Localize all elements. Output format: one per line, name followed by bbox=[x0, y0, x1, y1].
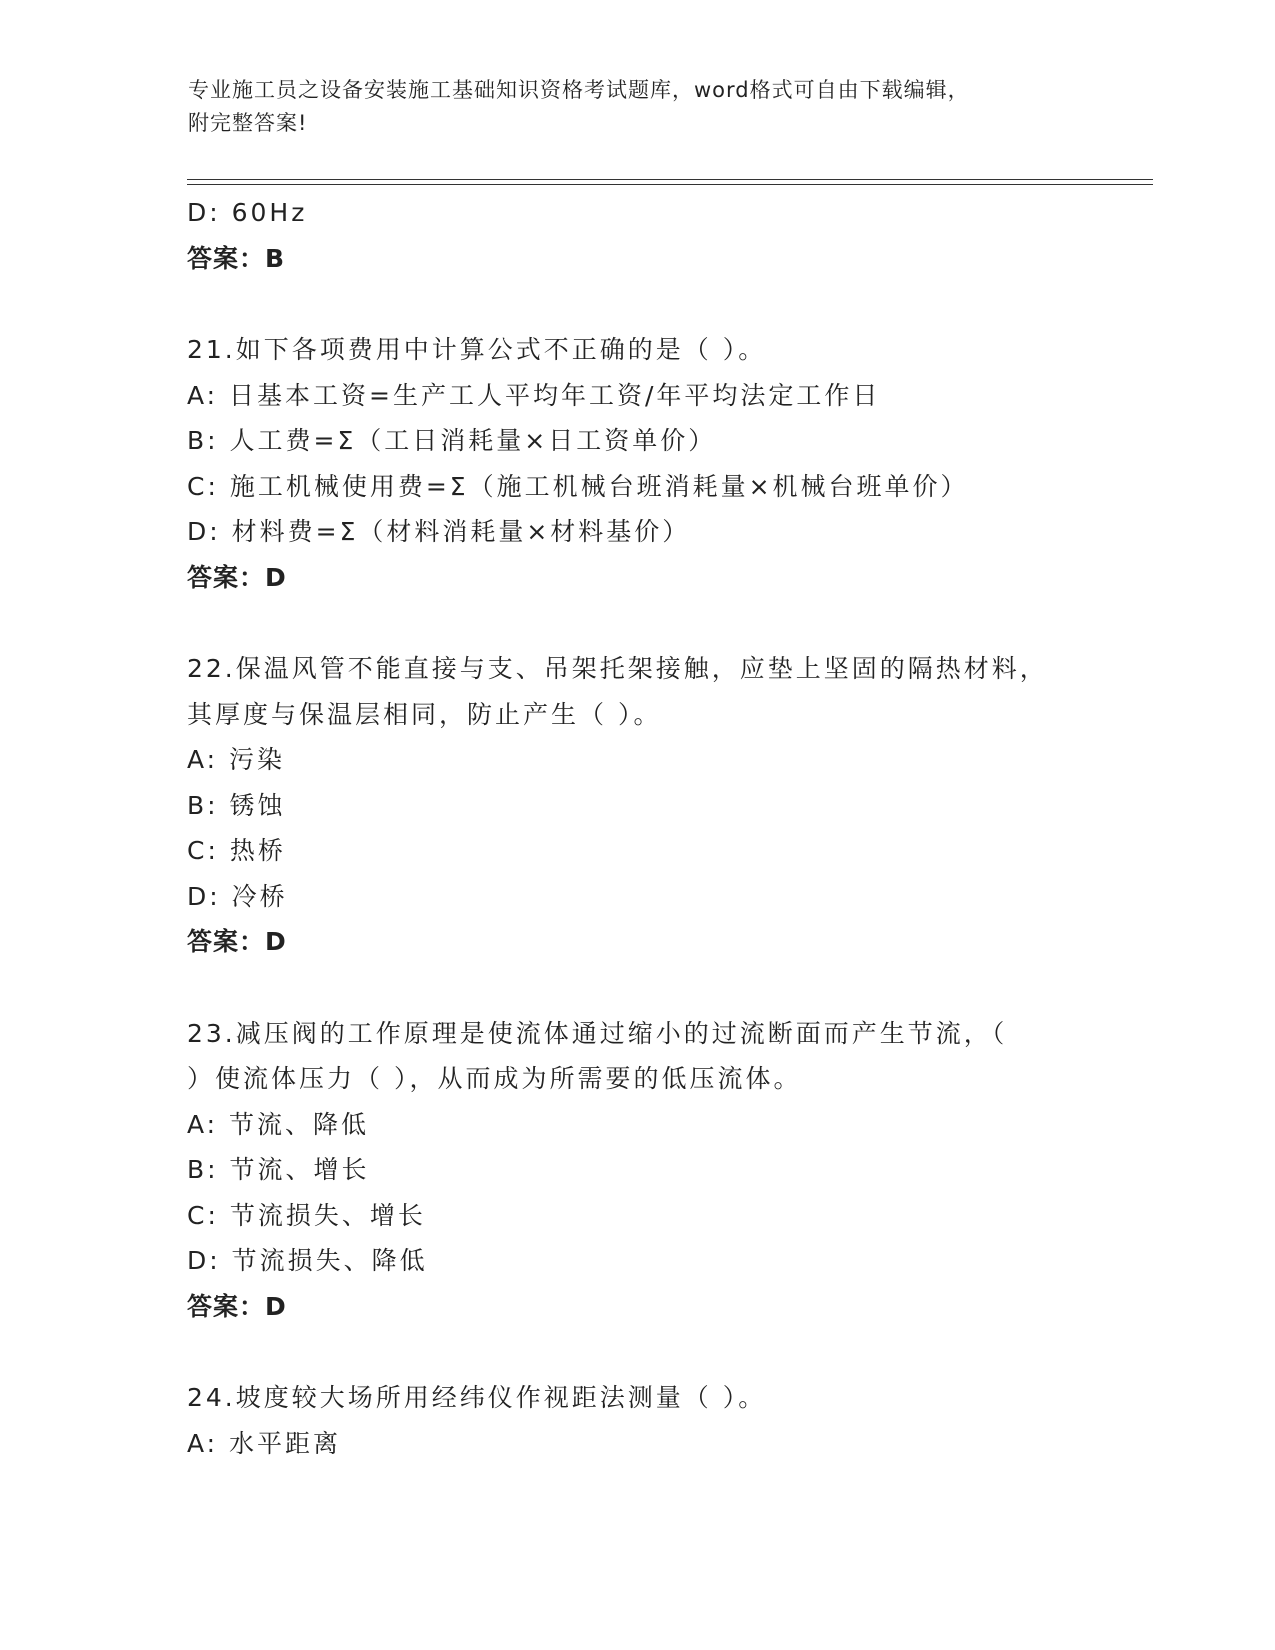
question-22 bbox=[187, 646, 1147, 965]
option-d: D: 60Hz bbox=[187, 198, 308, 227]
question-stem: 21.如下各项费用中计算公式不正确的是（ ）。 bbox=[187, 335, 767, 364]
option-b: B: 节流、增长 bbox=[187, 1155, 370, 1184]
header-divider-bottom bbox=[187, 184, 1153, 185]
option-c: C: 热桥 bbox=[187, 836, 286, 865]
question-23 bbox=[187, 1011, 1147, 1330]
question-stem: 22.保温风管不能直接与支、吊架托架接触，应垫上坚固的隔热材料， bbox=[187, 654, 1048, 683]
option-c: C: 施工机械使用费=Σ（施工机械台班消耗量×机械台班单价） bbox=[187, 471, 969, 501]
option-b: B: 人工费=Σ（工日消耗量×日工资单价） bbox=[187, 426, 717, 455]
option-c: C: 节流损失、增长 bbox=[187, 1200, 426, 1230]
option-d: D: 冷桥 bbox=[187, 881, 288, 911]
question-content bbox=[187, 190, 1147, 1466]
option-b: B: 锈蚀 bbox=[187, 790, 286, 820]
answer-line: 答案：B bbox=[187, 243, 286, 273]
option-a: A: 节流、降低 bbox=[187, 1109, 370, 1139]
question-stem-continued: 其厚度与保温层相同，防止产生（ ）。 bbox=[187, 699, 662, 729]
answer-line: 答案：D bbox=[187, 927, 287, 956]
header-divider-top bbox=[187, 179, 1153, 180]
question-21 bbox=[187, 327, 1147, 600]
header-line-2: 附完整答案! bbox=[188, 111, 308, 135]
question-20-tail bbox=[187, 190, 1147, 281]
answer-line: 答案：D bbox=[187, 562, 287, 592]
option-d: D: 材料费=Σ（材料消耗量×材料基价） bbox=[187, 517, 691, 546]
option-a: A: 日基本工资=生产工人平均年工资/年平均法定工作日 bbox=[187, 380, 881, 410]
document-header bbox=[188, 74, 1068, 140]
option-d: D: 节流损失、降低 bbox=[187, 1246, 428, 1275]
option-a: A: 水平距离 bbox=[187, 1428, 342, 1458]
header-line-1: 专业施工员之设备安装施工基础知识资格考试题库，word格式可自由下载编辑， bbox=[188, 78, 970, 102]
question-24 bbox=[187, 1375, 1147, 1466]
question-stem: 24.坡度较大场所用经纬仪作视距法测量（ ）。 bbox=[187, 1383, 767, 1412]
answer-line: 答案：D bbox=[187, 1291, 287, 1321]
option-a: A: 污染 bbox=[187, 745, 286, 774]
question-stem: 23.减压阀的工作原理是使流体通过缩小的过流断面而产生节流，（ bbox=[187, 1018, 1008, 1048]
question-stem-continued: ）使流体压力（ ），从而成为所需要的低压流体。 bbox=[187, 1064, 802, 1093]
